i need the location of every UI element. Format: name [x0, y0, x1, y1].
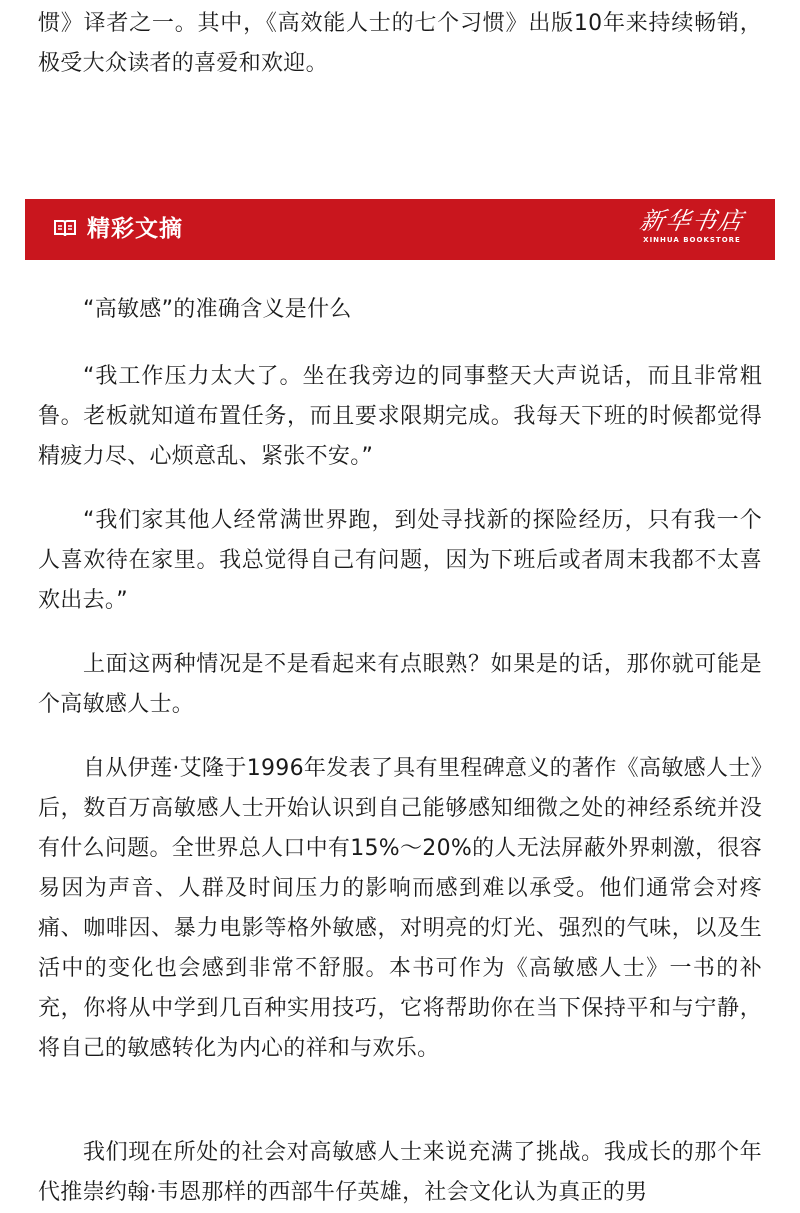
logo-english: XINHUA BOOKSTORE	[643, 236, 741, 244]
body-paragraph-4: 自从伊莲·艾隆于1996年发表了具有里程碑意义的著作《高敏感人士》后，数百万高敏感人士开始认识到自己能够感知细微之处的神经系统并没有什么问题。全世界总人口中有15%～20%的人无法屏蔽外界刺激，很容易因为声音、人群及时间压力的影响而感到难以承受。他们通常会对疼痛、咖啡因、暴力电影等格外敏感，对明亮的灯光、强烈的气味，以及生活中的变化也会感到非常不舒服。本书可作为《高敏感人士》一书的补充，你将从中学到几百种实用技巧，它将帮助你在当下保持平和与宁静，将自己的敏感转化为内心的祥和与欢乐。	[38, 756, 762, 1061]
section-title: 精彩文摘	[87, 216, 183, 242]
intro-paragraph-tail: 惯》译者之一。其中，《高效能人士的七个习惯》出版10年来持续畅销，极受大众读者的喜爱和欢迎。	[38, 11, 762, 76]
quote-paragraph-1: “我工作压力太大了。坐在我旁边的同事整天大声说话，而且非常粗鲁。老板就知道布置任务，而且要求限期完成。我每天下班的时候都觉得精疲力尽、心烦意乱、紧张不安。”	[38, 364, 762, 469]
open-book-icon	[53, 218, 77, 238]
body-paragraph-5: 我们现在所处的社会对高敏感人士来说充满了挑战。我成长的那个年代推崇约翰·韦恩那样的西部牛仔英雄，社会文化认为真正的男	[38, 1140, 762, 1205]
body-paragraph-3: 上面这两种情况是不是看起来有点眼熟？如果是的话，那你就可能是个高敏感人士。	[38, 652, 762, 717]
section-banner	[25, 199, 775, 260]
quote-paragraph-2: “我们家其他人经常满世界跑，到处寻找新的探险经历，只有我一个人喜欢待在家里。我总觉得自己有问题，因为下班后或者周末我都不太喜欢出去。”	[38, 508, 762, 613]
article-heading: “高敏感”的准确含义是什么	[83, 297, 352, 322]
xinhua-bookstore-logo	[637, 207, 747, 253]
logo-chinese: 新华书店	[637, 207, 747, 235]
